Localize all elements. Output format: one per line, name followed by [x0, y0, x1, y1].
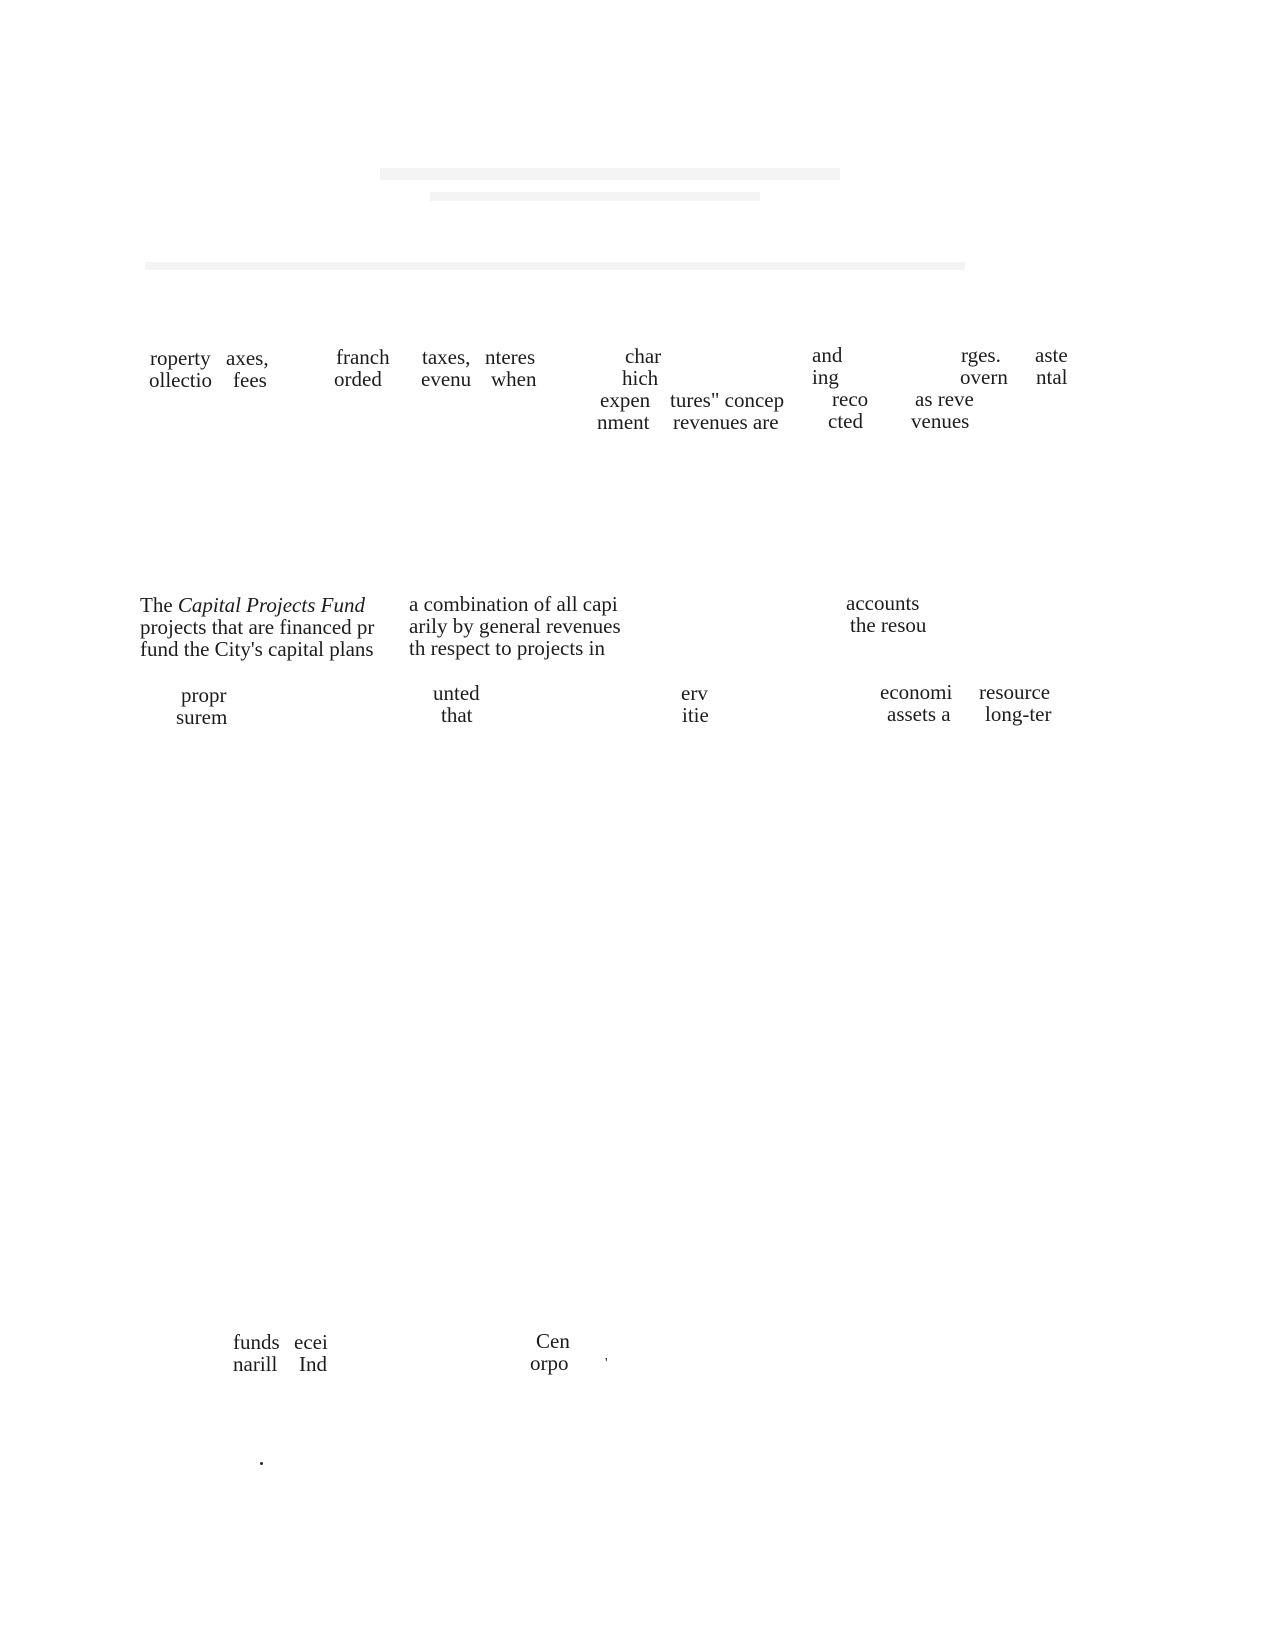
text-fragment: venues — [911, 409, 970, 433]
fund-name: Capital Projects Fund — [177, 593, 365, 617]
text-fragment: roperty — [150, 346, 211, 370]
text-fragment: rges. — [961, 343, 1001, 367]
text-fragment: itie — [682, 703, 709, 727]
text-fragment: reco — [832, 387, 869, 411]
text-fragment: fund the City's capital plans — [140, 637, 374, 661]
text-fragment: Ind — [299, 1352, 327, 1376]
scan-speck — [260, 1462, 263, 1465]
text-fragment: surem — [176, 705, 228, 729]
text-fragment — [140, 594, 365, 617]
text-fragment: aste — [1035, 343, 1068, 367]
text-fragment: orded — [334, 367, 382, 391]
text-fragment: propr — [181, 683, 227, 707]
text-fragment-lead: The — [140, 593, 178, 617]
text-fragment: overn — [960, 365, 1008, 389]
text-fragment: nteres — [485, 345, 536, 369]
faded-subheading-band — [430, 192, 760, 201]
text-fragment: economi — [880, 680, 953, 704]
text-fragment: hich — [622, 366, 659, 390]
text-fragment: long-ter — [985, 702, 1052, 726]
text-fragment: narill — [233, 1352, 278, 1376]
text-fragment: a combination of all capi — [409, 592, 618, 616]
text-fragment: th respect to projects in — [409, 636, 605, 660]
text-fragment: and — [812, 343, 843, 367]
text-fragment: that — [441, 703, 473, 727]
text-fragment: erv — [681, 681, 708, 705]
text-fragment: cted — [828, 409, 863, 433]
text-fragment: nment — [597, 410, 650, 434]
text-fragment: funds — [233, 1330, 280, 1354]
text-fragment: as reve — [915, 387, 974, 411]
text-fragment: taxes, — [422, 345, 471, 369]
text-fragment: assets a — [887, 702, 951, 726]
text-fragment: revenues are — [673, 410, 779, 434]
text-fragment: tures" concep — [670, 388, 785, 412]
text-fragment: ntal — [1036, 365, 1068, 389]
text-fragment: unted — [433, 681, 480, 705]
text-fragment: arily by general revenues — [409, 614, 621, 638]
text-fragment: orpo — [530, 1351, 569, 1375]
text-fragment: char — [625, 344, 662, 368]
text-fragment: Cen — [536, 1329, 570, 1353]
text-fragment: franch — [336, 345, 390, 369]
text-fragment: expen — [600, 388, 651, 412]
text-fragment: accounts — [846, 591, 920, 615]
text-fragment: resource — [979, 680, 1051, 704]
faded-heading-band — [380, 168, 840, 180]
text-fragment: ecei — [294, 1330, 328, 1354]
text-fragment: ' — [605, 1356, 608, 1371]
text-fragment: axes, — [226, 346, 269, 370]
text-fragment: ollectio — [149, 368, 212, 392]
faded-text-band — [145, 262, 965, 270]
text-fragment: ing — [812, 365, 839, 389]
text-fragment: when — [491, 367, 537, 391]
text-fragment: projects that are financed pr — [140, 615, 375, 639]
text-fragment: fees — [233, 368, 267, 392]
text-fragment: evenu — [421, 367, 472, 391]
text-fragment: the resou — [850, 613, 927, 637]
